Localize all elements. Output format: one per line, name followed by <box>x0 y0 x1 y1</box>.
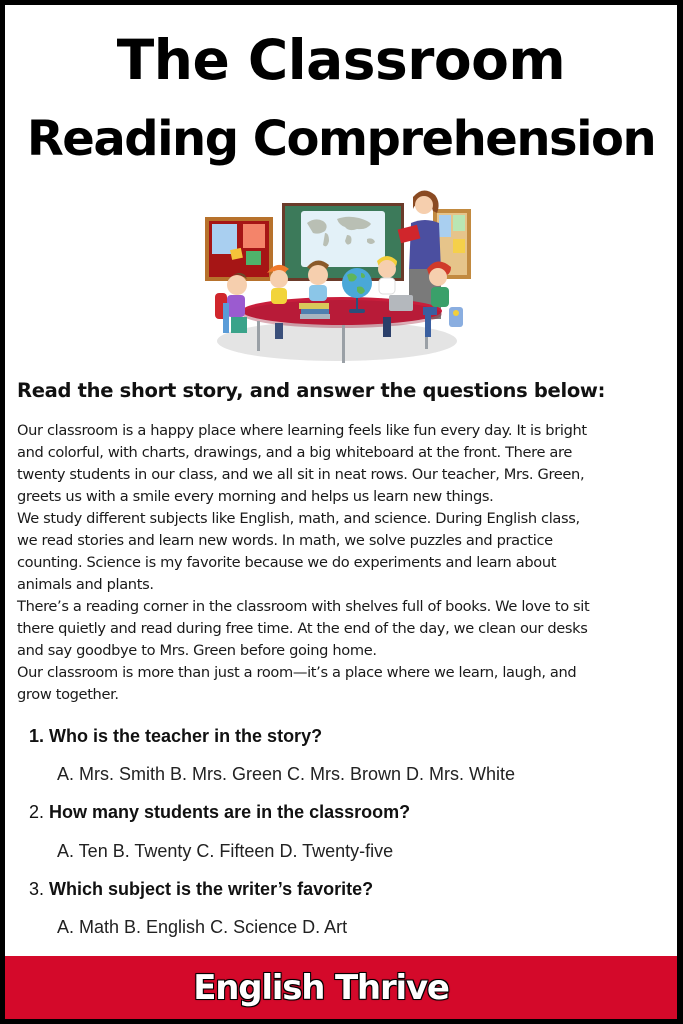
question-1 <box>29 723 322 749</box>
page-title: The Classroom <box>116 28 566 92</box>
question-2-options: A. Ten B. Twenty C. Fifteen D. Twenty-five <box>57 841 394 861</box>
story-line: and say goodbye to Mrs. Green before going home. <box>17 642 377 659</box>
story-line: twenty students in our class, and we all sit in neat rows. Our teacher, Mrs. Green, <box>17 466 585 483</box>
story-line: Our classroom is more than just a room—it’s a place where we learn, laugh, and <box>17 664 577 681</box>
brand-name: English Thrive <box>193 968 449 1008</box>
story-line: Our classroom is a happy place where learning feels like fun every day. It is bright <box>17 422 587 439</box>
story-line: There’s a reading corner in the classroom with shelves full of books. We love to sit <box>17 598 590 615</box>
question-number: 1. <box>29 726 45 746</box>
question-2 <box>29 799 410 825</box>
question-3 <box>29 876 373 902</box>
question-3-options: A. Math B. English C. Science D. Art <box>57 917 348 937</box>
instructions-heading: Read the short story, and answer the questions below: <box>17 379 606 402</box>
classroom-illustration <box>197 183 477 365</box>
question-number: 3. <box>29 879 45 899</box>
footer-banner <box>5 956 677 1019</box>
story-line: there quietly and read during free time. At the end of the day, we clean our desks <box>17 620 588 637</box>
story-line: and colorful, with charts, drawings, and a big whiteboard at the front. There are <box>17 444 572 461</box>
story-line: grow together. <box>17 686 119 703</box>
story-line: we read stories and learn new words. In math, we solve puzzles and practice <box>17 532 553 549</box>
question-number: 2. <box>29 802 45 822</box>
story-line: animals and plants. <box>17 576 154 593</box>
story-line: We study different subjects like English, math, and science. During English class, <box>17 510 580 527</box>
question-text: Who is the teacher in the story? <box>49 726 323 746</box>
page-subtitle: Reading Comprehension <box>26 111 656 167</box>
question-text: How many students are in the classroom? <box>49 802 411 822</box>
question-text: Which subject is the writer’s favorite? <box>49 879 374 899</box>
story-text <box>17 420 667 706</box>
story-line: counting. Science is my favorite because we do experiments and learn about <box>17 554 557 571</box>
worksheet-page <box>5 5 677 1019</box>
question-1-options: A. Mrs. Smith B. Mrs. Green C. Mrs. Brown D. Mrs. White <box>57 764 516 784</box>
story-line: greets us with a smile every morning and helps us learn new things. <box>17 488 494 505</box>
